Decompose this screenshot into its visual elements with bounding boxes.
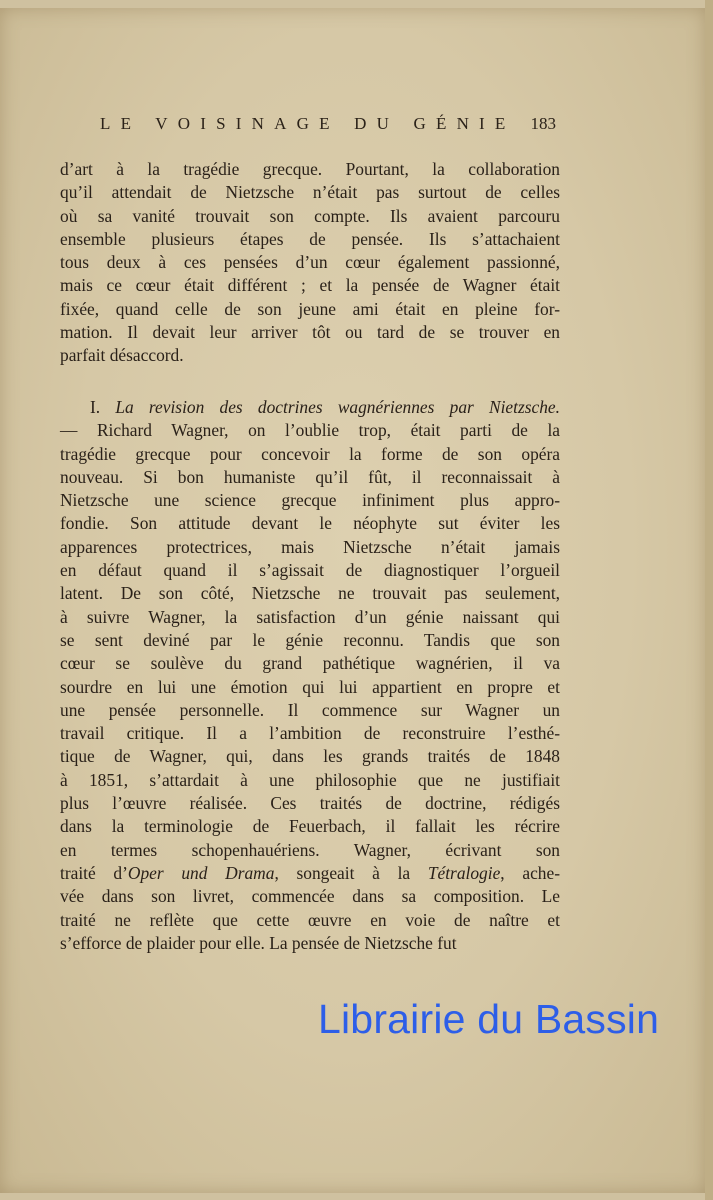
page-edge [705, 0, 713, 1200]
text-segment: fixée, quand celle de son jeune ami était en pleine for- [60, 298, 560, 319]
text-segment: apparences protectrices, mais Nietzsche n’était jamais [60, 536, 560, 557]
text-line [60, 885, 560, 908]
text-segment: latent. De son côté, Nietzsche ne trouvait pas seulement, [60, 583, 560, 604]
text-line [60, 769, 560, 792]
italic-text: Tétralogie [427, 862, 501, 883]
text-line [60, 228, 560, 251]
text-line [60, 652, 560, 675]
text-segment: dans la terminologie de Feuerbach, il fallait les récrire [60, 816, 560, 837]
text-line [60, 606, 560, 629]
text-segment: une pensée personnelle. Il commence sur Wagner un [60, 699, 560, 720]
text-line [60, 205, 560, 228]
running-title: LE VOISINAGE DU GÉNIE [100, 114, 516, 133]
text-segment: plus l’œuvre réalisée. Ces traités de doctrine, rédigés [60, 793, 560, 814]
text-segment: tragédie grecque pour concevoir la forme de son opéra [60, 443, 560, 464]
paragraph-1 [60, 158, 560, 368]
text-line [60, 932, 560, 955]
paragraph-2 [60, 396, 560, 955]
text-segment: fondie. Son attitude devant le néophyte sut éviter les [60, 513, 560, 534]
text-segment: Nietzsche une science grecque infiniment plus appro- [60, 490, 560, 511]
text-segment: à suivre Wagner, la satisfaction d’un génie naissant qui [60, 606, 560, 627]
text-segment: cœur se soulève du grand pathétique wagnérien, il va [60, 653, 560, 674]
text-line [60, 251, 560, 274]
text-line [60, 158, 560, 181]
text-line [60, 466, 560, 489]
text-segment: , songeait à la [274, 862, 428, 883]
text-line [60, 676, 560, 699]
text-line [60, 344, 560, 367]
text-segment: traité ne reflète que cette œuvre en voie de naître et [60, 909, 560, 930]
text-segment: parfait désaccord. [60, 345, 184, 366]
text-line [60, 839, 560, 862]
text-line [60, 745, 560, 768]
text-segment: vée dans son livret, commencée dans sa composition. Le [60, 886, 560, 907]
text-segment: en termes schopenhauériens. Wagner, écrivant son [60, 839, 560, 860]
text-segment: — Richard Wagner, on l’oublie trop, était parti de la [60, 420, 560, 441]
italic-text: La revision des doctrines wagnériennes par Nietzsche. [115, 397, 560, 417]
text-segment: traité d’ [60, 862, 128, 883]
text-segment: travail critique. Il a l’ambition de reconstruire l’esthé- [60, 723, 560, 744]
text-segment: tous deux à ces pensées d’un cœur également passionné, [60, 252, 560, 273]
text-segment: ensemble plusieurs étapes de pensée. Ils s’attachaient [60, 228, 560, 249]
watermark: Librairie du Bassin [318, 996, 660, 1042]
text-line [60, 181, 560, 204]
text-segment: d’art à la tragédie grecque. Pourtant, la collaboration [60, 159, 560, 179]
text-line [60, 419, 560, 442]
text-segment: mation. Il devait leur arriver tôt ou tard de se trouver en [60, 322, 560, 343]
text-line [60, 274, 560, 297]
text-line [60, 582, 560, 605]
text-segment: s’efforce de plaider pour elle. La pensée de Nietzsche fut [60, 932, 457, 953]
text-line [60, 792, 560, 815]
text-segment: où sa vanité trouvait son compte. Ils avaient parcouru [60, 205, 560, 226]
text-line [60, 512, 560, 535]
text-segment: , ache- [500, 862, 560, 883]
text-line [60, 629, 560, 652]
text-line [60, 298, 560, 321]
text-line [60, 722, 560, 745]
text-line [60, 909, 560, 932]
running-header [100, 114, 556, 134]
text-segment: sourdre en lui une émotion qui lui appartient en propre et [60, 676, 560, 697]
text-line [60, 321, 560, 344]
text-segment: tique de Wagner, qui, dans les grands traités de 1848 [60, 746, 560, 767]
text-line [60, 815, 560, 838]
text-line [60, 699, 560, 722]
text-line [60, 536, 560, 559]
text-line [60, 559, 560, 582]
text-line [60, 489, 560, 512]
italic-text: Oper und Drama [127, 862, 275, 883]
text-segment: se sent deviné par le génie reconnu. Tandis que son [60, 629, 560, 650]
text-line [60, 396, 560, 419]
text-segment: mais ce cœur était différent ; et la pensée de Wagner était [60, 275, 560, 296]
text-segment: qu’il attendait de Nietzsche n’était pas surtout de celles [60, 182, 560, 203]
text-segment: I. [90, 397, 116, 417]
text-segment: à 1851, s’attardait à une philosophie que ne justifiait [60, 769, 560, 790]
page-number: 183 [530, 114, 556, 133]
text-line [60, 862, 560, 885]
text-segment: nouveau. Si bon humaniste qu’il fût, il reconnaissait à [60, 466, 560, 487]
text-segment: en défaut quand il s’agissait de diagnostiquer l’orgueil [60, 560, 560, 581]
text-line [60, 443, 560, 466]
